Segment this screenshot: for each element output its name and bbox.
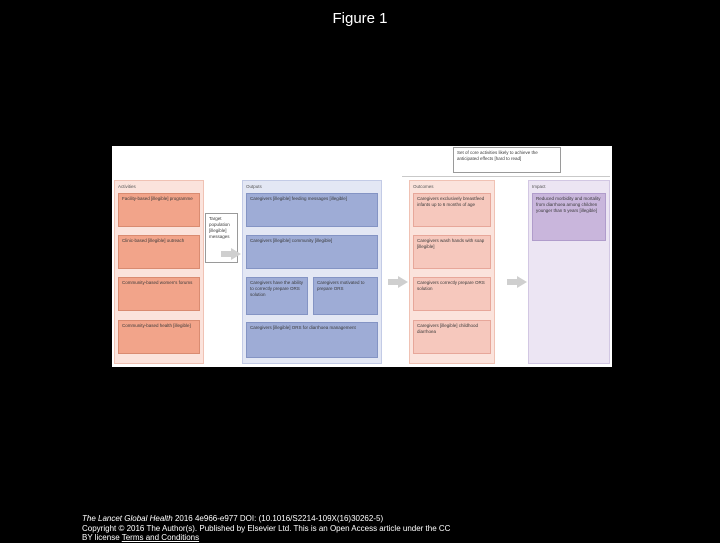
activity-box-4: Community-based health [illegible] — [118, 320, 200, 354]
arrow-right-icon — [517, 276, 527, 288]
output-box-3: Caregivers have the ability to correctly prepare ORS solution — [246, 277, 308, 315]
activity-box-1: Facility-based [illegible] programme — [118, 193, 200, 227]
arrow-right-icon — [231, 248, 241, 260]
theory-of-change-figure — [112, 146, 612, 367]
citation-doi: 2016 4e966-e977 DOI: (10.1016/S2214-109X(16)30262-5) — [172, 514, 384, 523]
terms-link[interactable]: Terms and Conditions — [121, 533, 200, 543]
impact-column — [528, 180, 610, 364]
slide-title: Figure 1 — [332, 10, 388, 27]
impact-box: Reduced morbidity and mortality from diarrhoea among children younger than 5 years [illegible] — [532, 193, 606, 241]
activities-column — [114, 180, 204, 364]
activities-header: Activities — [118, 184, 136, 189]
outputs-column — [242, 180, 382, 364]
impact-header: Impact — [532, 184, 546, 189]
outcome-box-3: Caregivers correctly prepare ORS solution — [413, 277, 491, 311]
output-box-1: Caregivers [illegible] feeding messages [illegible] — [246, 193, 378, 227]
footer-citation — [82, 514, 712, 543]
output-box-2: Caregivers [illegible] community [illegible] — [246, 235, 378, 269]
outcomes-header: Outcomes — [413, 184, 434, 189]
arrow-right-icon — [398, 276, 408, 288]
outcome-box-2: Caregivers wash hands with soap [illegible] — [413, 235, 491, 269]
citation-line — [82, 514, 712, 524]
copyright-line: Copyright © 2016 The Author(s). Published by Elsevier Ltd. This is an Open Access article under the CC — [82, 523, 451, 533]
outcomes-column — [409, 180, 495, 364]
activity-box-2: Clinic-based [illegible] outreach — [118, 235, 200, 269]
target-population-box: Target population [illegible] messages — [205, 213, 238, 263]
output-box-4: Caregivers motivated to prepare ORS — [313, 277, 378, 315]
license-prefix: BY license — [82, 533, 122, 543]
outcome-box-4: Caregivers [illegible] childhood diarrhoea — [413, 320, 491, 354]
activity-box-3: Community-based women's forums — [118, 277, 200, 311]
license-line — [82, 533, 712, 543]
output-box-5: Caregivers [illegible] ORS for diarrhoea management — [246, 322, 378, 358]
top-note: Set of core activities likely to achieve the anticipated effects [hard to read] — [453, 147, 561, 173]
outputs-header: Outputs — [246, 184, 262, 189]
outcome-box-1: Caregivers exclusively breastfeed infants up to 6 months of age — [413, 193, 491, 227]
journal-name: The Lancet Global Health — [82, 514, 173, 523]
